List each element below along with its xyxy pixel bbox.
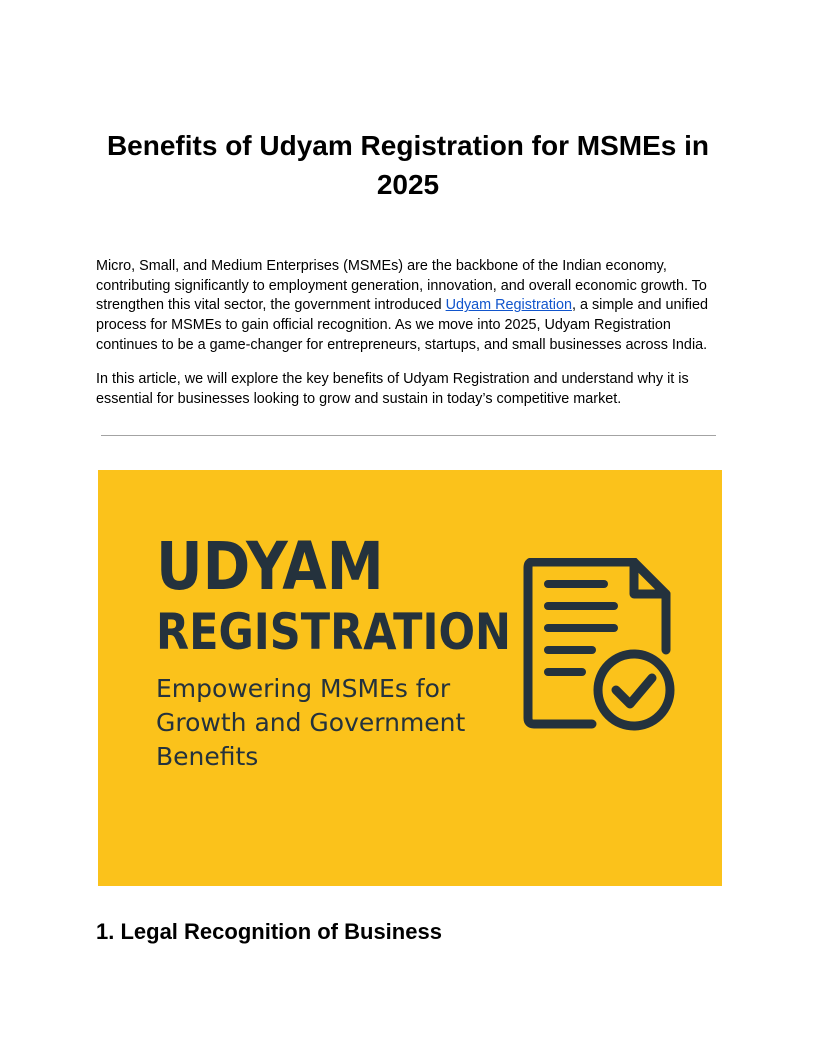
page-title: Benefits of Udyam Registration for MSMEs in 2025 bbox=[106, 130, 710, 200]
banner-subtitle: Empowering MSMEs for Growth and Government Benefits bbox=[156, 674, 466, 771]
article-overview-paragraph: In this article, we will explore the key benefits of Udyam Registration and understand why it is essential for businesses looking to grow and sustain in today’s competitive market. bbox=[96, 371, 689, 407]
banner-title-udyam: UDYAM bbox=[156, 528, 384, 605]
udyam-registration-link[interactable]: Udyam Registration bbox=[445, 297, 572, 314]
document-check-icon bbox=[522, 558, 682, 738]
udyam-banner-image bbox=[98, 470, 722, 886]
intro-text-before-link: Micro, Small, and Medium Enterprises (MSMEs) are the backbone of the Indian economy, contributing significantly to employment generation, innovation, and overall economic growth. To strengthen this vital sector, the government introduced bbox=[96, 258, 707, 314]
horizontal-divider bbox=[101, 435, 716, 436]
intro-text-after-link: , a simple and unified process for MSMEs to gain official recognition. As we move into 2025, Udyam Registration continues to be a game-changer for entrepreneurs, startups, and small businesses across India. bbox=[96, 297, 708, 353]
intro-paragraph bbox=[96, 257, 722, 356]
section-heading-legal-recognition: 1. Legal Recognition of Business bbox=[96, 919, 442, 944]
banner-title-registration: REGISTRATION bbox=[156, 603, 512, 661]
